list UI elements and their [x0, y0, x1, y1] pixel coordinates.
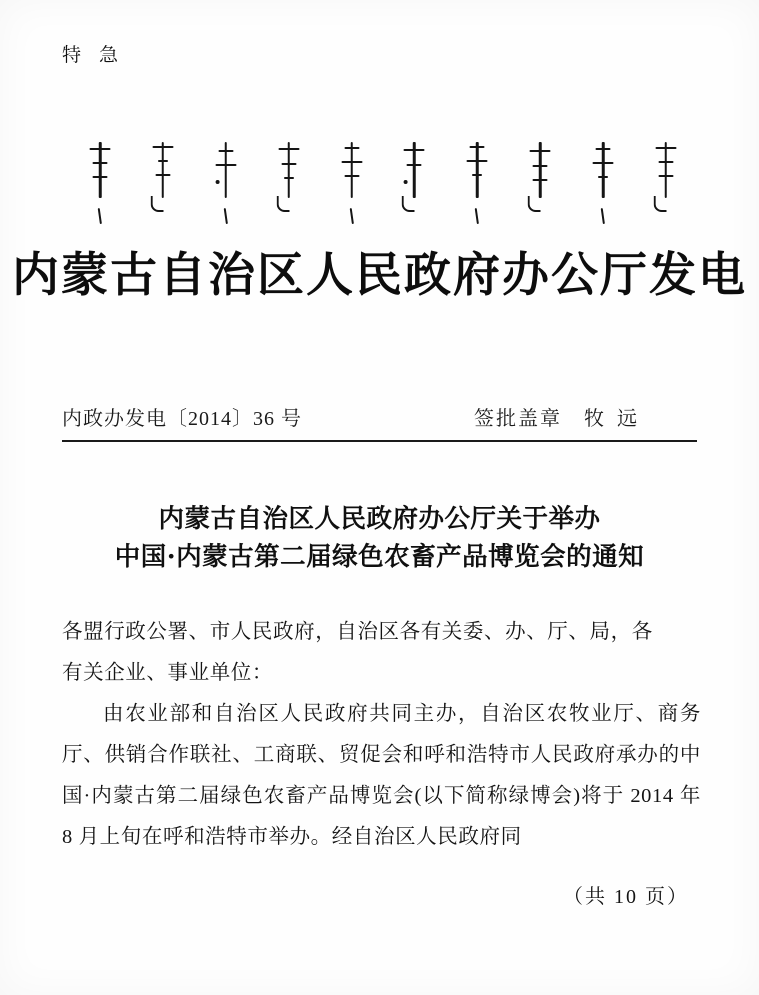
- page-title: [62, 500, 697, 576]
- mongolian-glyph: [204, 140, 248, 218]
- mongolian-glyph: [644, 140, 688, 218]
- recipient-line-1: 各盟行政公署、市人民政府，自治区各有关委、办、厅、局，各: [62, 621, 653, 643]
- mongolian-glyph: [78, 140, 122, 218]
- approval-name: 牧 远: [584, 408, 641, 430]
- body-paragraph-1: 由农业部和自治区人民政府共同主办，自治区农牧业厅、商务厅、供销合作联社、工商联、贸促会和呼和浩特市人民政府承办的中国·内蒙古第二届绿色农畜产品博览会(以下简称绿博会)将于 2014 年 8 月上旬在呼和浩特市举办。经自治区人民政府同: [62, 703, 701, 848]
- mongolian-glyph: [455, 140, 499, 218]
- mongolian-glyph: [330, 140, 374, 218]
- mongolian-script-header: [78, 140, 688, 220]
- document-body: [62, 612, 701, 858]
- document-number: 内政办发电〔2014〕36 号: [62, 408, 302, 430]
- urgency-mark: 特 急: [62, 44, 125, 66]
- mongolian-glyph: [518, 140, 562, 218]
- page-title-line-1: 内蒙古自治区人民政府办公厅关于举办: [158, 504, 601, 534]
- mongolian-glyph: [392, 140, 436, 218]
- recipient-line-2: 有关企业、事业单位：: [62, 662, 273, 684]
- mongolian-glyph: [141, 140, 185, 218]
- mongolian-glyph: [267, 140, 311, 218]
- page-count: （共 10 页）: [563, 886, 689, 908]
- mongolian-glyph: [581, 140, 625, 218]
- masthead-title: 内蒙古自治区人民政府办公厅发电: [12, 248, 747, 303]
- header-divider: [62, 440, 697, 442]
- approval-label: 签批盖章: [474, 408, 562, 430]
- page-title-line-2: 中国·内蒙古第二届绿色农畜产品博览会的通知: [114, 542, 645, 572]
- approval-seal-block: [474, 402, 641, 431]
- document-number-row: [62, 402, 697, 431]
